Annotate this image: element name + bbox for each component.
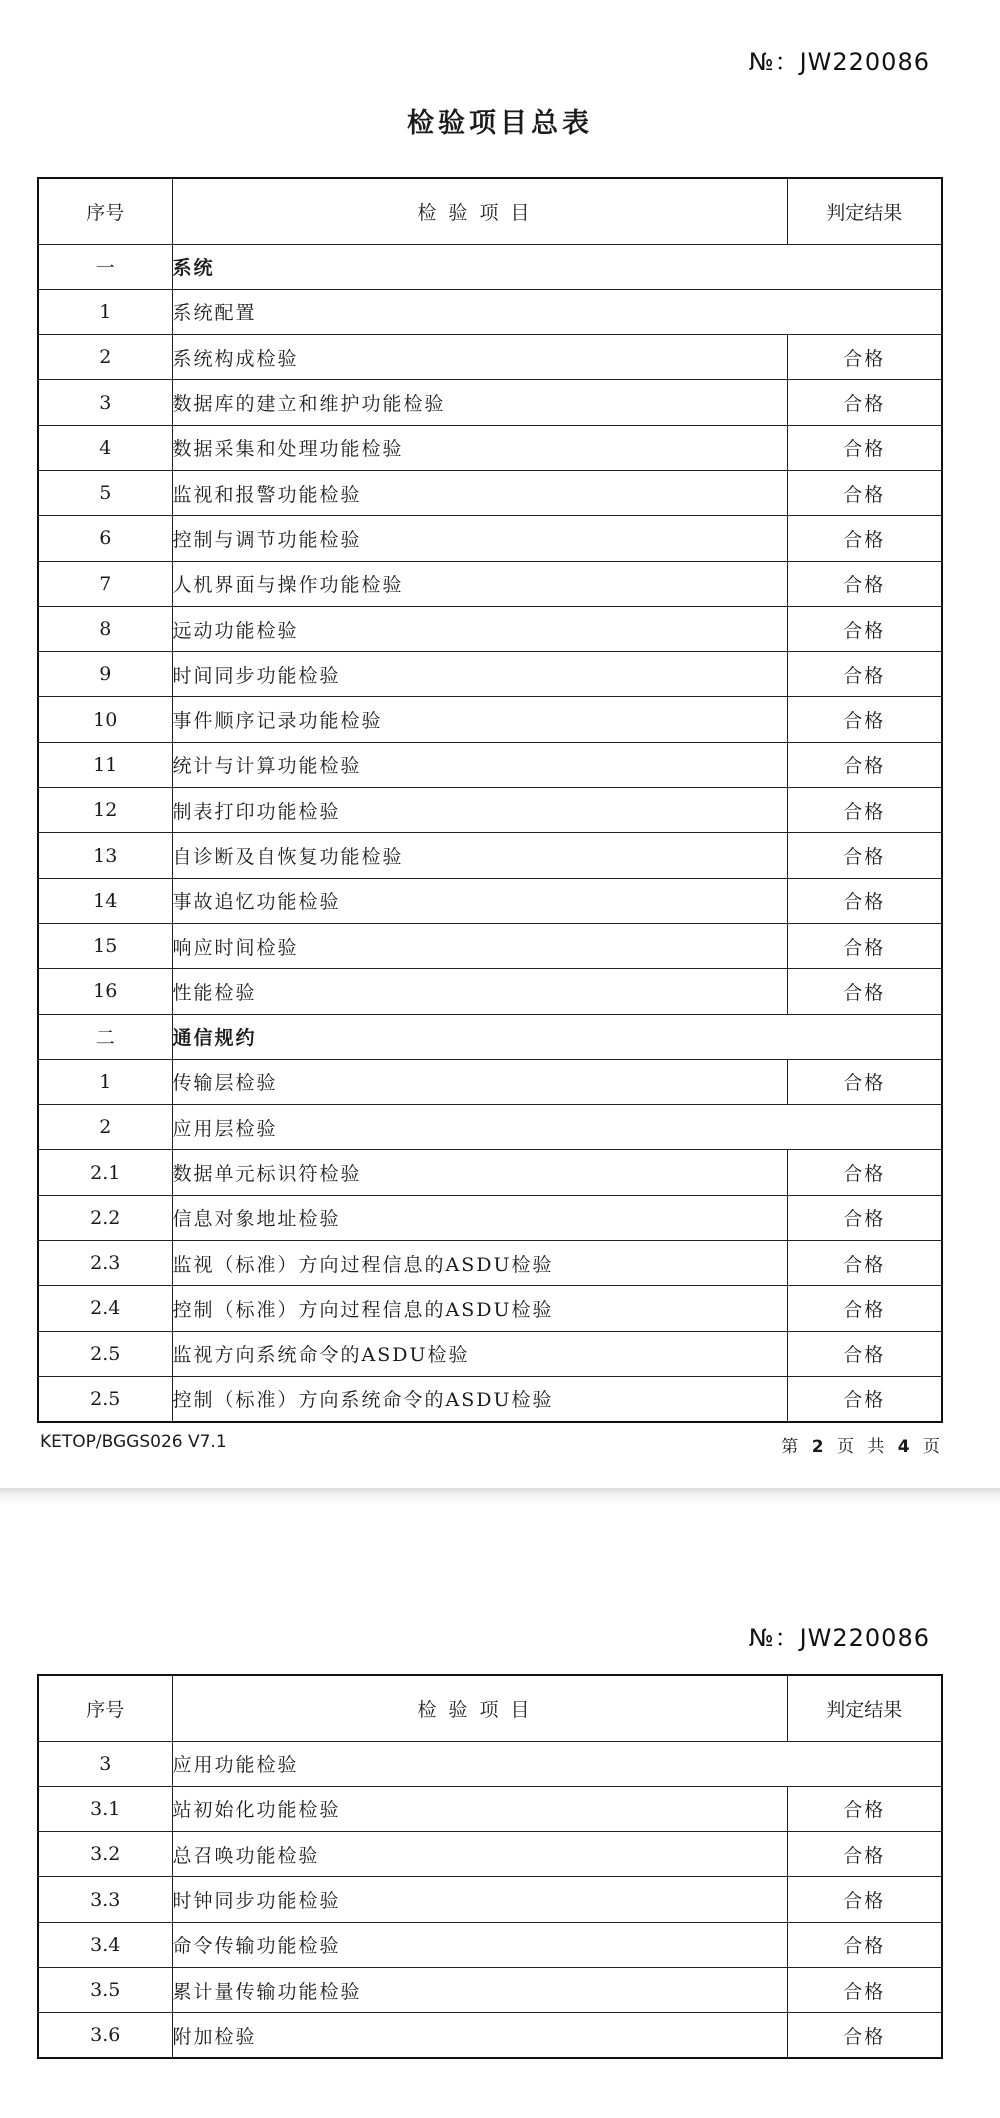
row-item: 传输层检验 [172,1059,787,1104]
row-seq: 16 [38,969,172,1014]
row-result: 合格 [787,516,942,561]
report-page-2 [0,1505,1000,2118]
row-result: 合格 [787,1376,942,1421]
table-row [38,380,942,425]
table-row [38,1741,942,1786]
row-item: 数据采集和处理功能检验 [172,425,787,470]
document-number: №：JW220086 [748,48,930,76]
row-seq: 二 [38,1014,172,1059]
row-item: 统计与计算功能检验 [172,742,787,787]
row-result: 合格 [787,742,942,787]
row-seq: 3.5 [38,1967,172,2012]
page-suffix: 页 [923,1437,944,1457]
row-seq: 5 [38,470,172,515]
row-seq: 2.5 [38,1331,172,1376]
row-result: 合格 [787,335,942,380]
row-result: 合格 [787,606,942,651]
row-result: 合格 [787,1967,942,2012]
row-seq: 2.1 [38,1150,172,1195]
row-item: 应用层检验 [172,1105,942,1150]
row-seq: 3.3 [38,1877,172,1922]
row-seq: 10 [38,697,172,742]
row-result: 合格 [787,2013,942,2058]
header-result: 判定结果 [787,1675,942,1741]
row-seq: 2.4 [38,1286,172,1331]
inspection-items-table [37,177,943,1423]
table-row [38,697,942,742]
row-seq: 一 [38,244,172,289]
row-result: 合格 [787,1922,942,1967]
table-row [38,1832,942,1877]
row-item: 远动功能检验 [172,606,787,651]
row-item: 控制与调节功能检验 [172,516,787,561]
table-row [38,1331,942,1376]
row-item: 事故追忆功能检验 [172,878,787,923]
row-seq: 3.2 [38,1832,172,1877]
row-item: 数据单元标识符检验 [172,1150,787,1195]
table-row [38,878,942,923]
table-row [38,788,942,833]
table-row [38,1105,942,1150]
row-result: 合格 [787,1195,942,1240]
row-item: 命令传输功能检验 [172,1922,787,1967]
row-item: 数据库的建立和维护功能检验 [172,380,787,425]
row-item: 应用功能检验 [172,1741,942,1786]
row-seq: 1 [38,289,172,334]
row-item: 响应时间检验 [172,923,787,968]
page-mid: 页 共 [836,1437,889,1457]
table-row [38,1877,942,1922]
row-seq: 2.2 [38,1195,172,1240]
page-total: 4 [897,1437,914,1457]
row-item: 人机界面与操作功能检验 [172,561,787,606]
row-result: 合格 [787,1331,942,1376]
table-row [38,1059,942,1104]
row-result: 合格 [787,561,942,606]
form-code: KETOP/BGGS026 V7.1 [40,1432,227,1452]
row-item: 时钟同步功能检验 [172,1877,787,1922]
row-seq: 14 [38,878,172,923]
page-separator [0,1488,1000,1505]
document-number: №：JW220086 [748,1624,930,1652]
row-result: 合格 [787,878,942,923]
row-result: 合格 [787,969,942,1014]
row-result: 合格 [787,1150,942,1195]
table-header-row [38,1675,942,1741]
row-result: 合格 [787,1241,942,1286]
row-item: 系统配置 [172,289,942,334]
row-item: 制表打印功能检验 [172,788,787,833]
row-item: 控制（标准）方向系统命令的ASDU检验 [172,1376,787,1421]
row-result: 合格 [787,652,942,697]
table-row [38,1967,942,2012]
row-seq: 3.1 [38,1786,172,1831]
table-header-row [38,178,942,244]
row-seq: 3.6 [38,2013,172,2058]
table-row [38,289,942,334]
row-seq: 1 [38,1059,172,1104]
table-row [38,1241,942,1286]
row-result: 合格 [787,1877,942,1922]
table-row [38,606,942,651]
row-result: 合格 [787,788,942,833]
row-item: 附加检验 [172,2013,787,2058]
table-row [38,335,942,380]
row-seq: 2.3 [38,1241,172,1286]
row-item: 站初始化功能检验 [172,1786,787,1831]
row-seq: 3 [38,1741,172,1786]
inspection-items-table [37,1674,943,2059]
table-row [38,1150,942,1195]
row-item: 监视方向系统命令的ASDU检验 [172,1331,787,1376]
row-seq: 8 [38,606,172,651]
table-row [38,1286,942,1331]
header-result: 判定结果 [787,178,942,244]
table-row [38,1195,942,1240]
table-row [38,2013,942,2058]
row-seq: 4 [38,425,172,470]
table-row [38,244,942,289]
row-result: 合格 [787,923,942,968]
row-seq: 3.4 [38,1922,172,1967]
row-seq: 2.5 [38,1376,172,1421]
table-row [38,470,942,515]
row-result: 合格 [787,425,942,470]
row-seq: 7 [38,561,172,606]
row-result: 合格 [787,697,942,742]
row-item: 通信规约 [172,1014,942,1059]
table-row [38,833,942,878]
page-prefix: 第 [781,1437,803,1457]
row-item: 总召唤功能检验 [172,1832,787,1877]
row-item: 自诊断及自恢复功能检验 [172,833,787,878]
table-row [38,1376,942,1421]
page-title: 检验项目总表 [407,108,593,139]
header-seq: 序号 [38,1675,172,1741]
row-item: 系统构成检验 [172,335,787,380]
table-row [38,652,942,697]
table-row [38,425,942,470]
page-counter [781,1432,944,1457]
row-result: 合格 [787,833,942,878]
row-result: 合格 [787,1832,942,1877]
table-row [38,1786,942,1831]
row-seq: 2 [38,1105,172,1150]
row-item: 累计量传输功能检验 [172,1967,787,2012]
row-seq: 3 [38,380,172,425]
row-item: 性能检验 [172,969,787,1014]
row-item: 控制（标准）方向过程信息的ASDU检验 [172,1286,787,1331]
table-row [38,516,942,561]
row-result: 合格 [787,1786,942,1831]
table-row [38,969,942,1014]
row-seq: 9 [38,652,172,697]
row-seq: 6 [38,516,172,561]
row-result: 合格 [787,470,942,515]
table-row [38,561,942,606]
row-item: 信息对象地址检验 [172,1195,787,1240]
row-item: 监视（标准）方向过程信息的ASDU检验 [172,1241,787,1286]
row-result: 合格 [787,1059,942,1104]
row-result: 合格 [787,1286,942,1331]
row-seq: 11 [38,742,172,787]
row-result: 合格 [787,380,942,425]
row-seq: 15 [38,923,172,968]
row-item: 监视和报警功能检验 [172,470,787,515]
row-item: 事件顺序记录功能检验 [172,697,787,742]
row-item: 时间同步功能检验 [172,652,787,697]
page-number: 2 [811,1437,828,1457]
table-row [38,1922,942,1967]
row-seq: 12 [38,788,172,833]
row-seq: 13 [38,833,172,878]
row-seq: 2 [38,335,172,380]
header-seq: 序号 [38,178,172,244]
row-item: 系统 [172,244,942,289]
header-item: 检验项目 [172,1675,787,1741]
table-row [38,742,942,787]
header-item: 检验项目 [172,178,787,244]
table-row [38,923,942,968]
table-row [38,1014,942,1059]
